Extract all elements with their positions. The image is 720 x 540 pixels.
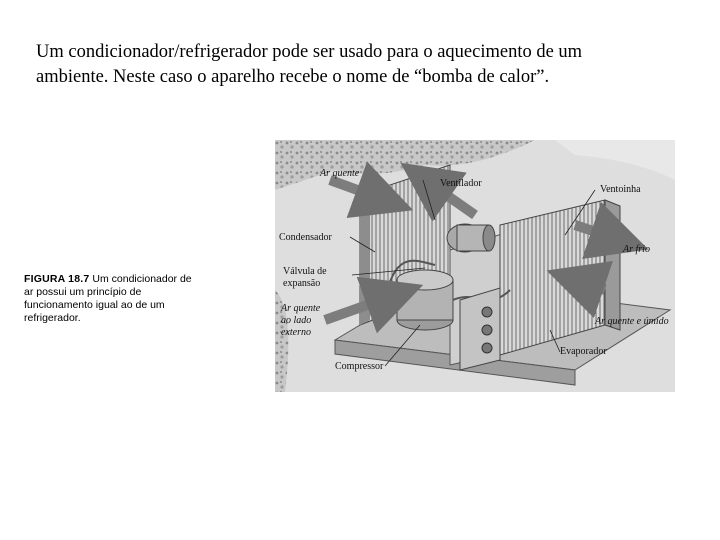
air-conditioner-illustration — [275, 140, 675, 392]
label-ar-quente-umido: Ar quente e úmido — [595, 316, 669, 327]
label-valvula-line-1: Válvula de — [283, 266, 327, 277]
label-condensador: Condensador — [279, 232, 332, 243]
label-ar-quente-top: Ar quente — [320, 168, 360, 179]
label-ar-frio: Ar frio — [623, 244, 650, 255]
label-ar-quente-lado-2: ao lado — [281, 315, 312, 326]
intro-line-1: Um condicionador/refrigerador pode ser usado para o aquecimento de um — [36, 42, 583, 62]
label-evaporador: Evaporador — [560, 346, 607, 357]
figure-number: FIGURA 18.7 — [24, 273, 90, 285]
label-ventilador: Ventilador — [440, 178, 482, 189]
label-ar-quente-lado-3: externo — [281, 327, 311, 338]
label-ar-quente-lado-1: Ar quente — [281, 303, 321, 314]
label-ventoinha: Ventoinha — [600, 184, 641, 195]
intro-line-2: ambiente. Neste caso o aparelho recebe o nome de “bomba de calor”. — [36, 67, 550, 87]
label-valvula-line-2: expansão — [283, 278, 321, 289]
intro-text — [36, 40, 676, 90]
label-compressor: Compressor — [335, 361, 384, 372]
caption-text: Um condicionador de ar possui um princípio de funcionamento igual ao de um refrigerador. — [24, 273, 192, 324]
figure-caption — [24, 273, 194, 325]
